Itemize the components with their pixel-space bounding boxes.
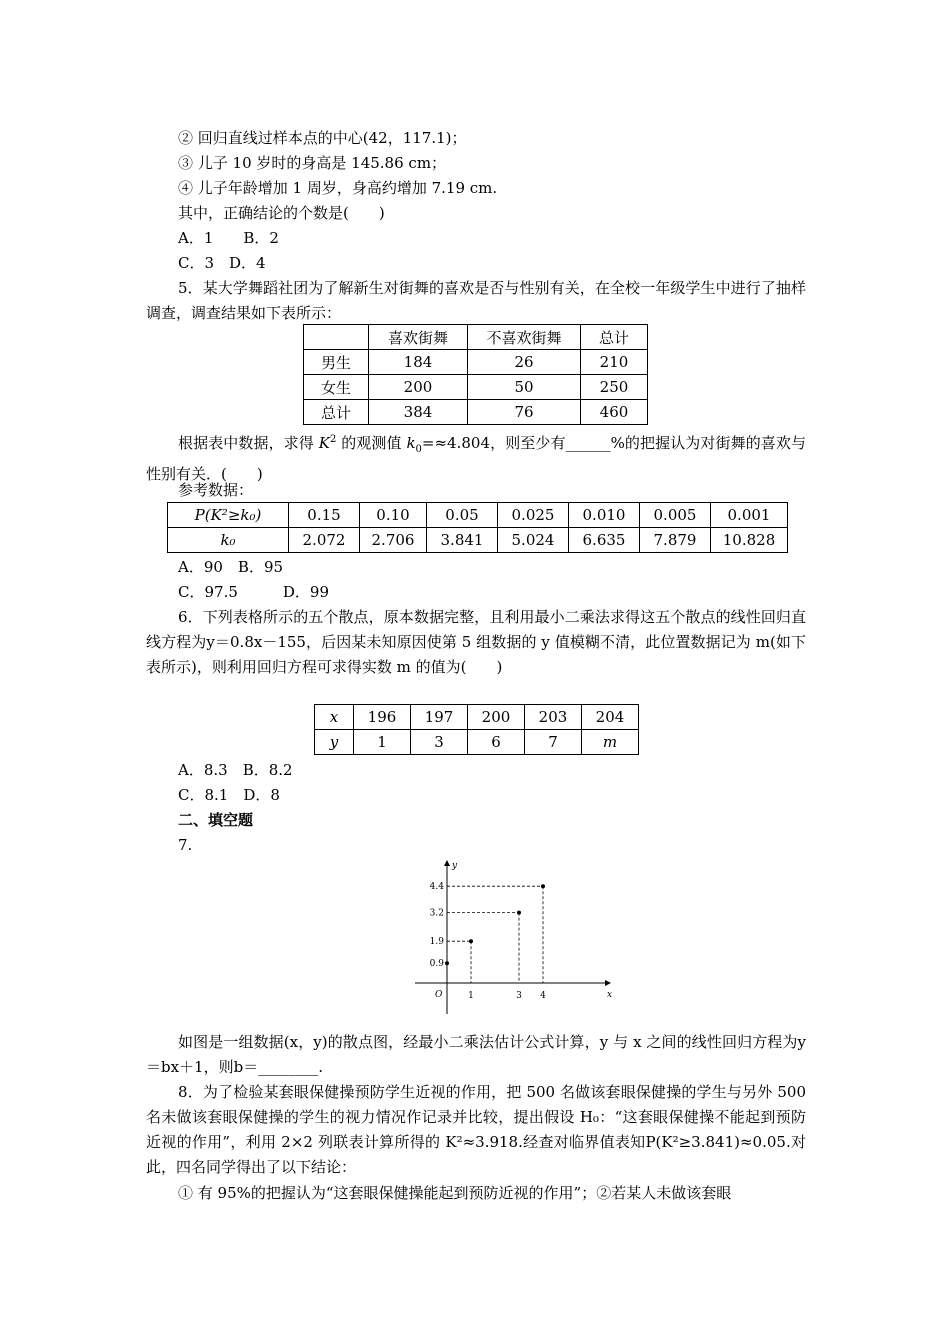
table-row [304,400,648,425]
q6-text: 6．下列表格所示的五个散点，原本数据完整，且利用最小二乘法求得这五个散点的线性回归直线方程为y＝0.8x－155，后因某未知原因使第 5 组数据的 y 值模糊不清，此位置数据记为 m(如下表所示)，则利用回归方程可求得实数 m 的值为( ) [146,608,806,676]
q8-text: 8．为了检验某套眼保健操预防学生近视的作用，把 500 名做该套眼保健操的学生与另外 500 名未做该套眼保健操的学生的视力情况作记录并比较，提出假设 H₀：“这套眼保健操不能起到预防近视的作用”，利用 2×2 列联表计算所得的 K²≈3.918.经查对临界值表知P(K²≥3.841)≈0.05.对此，四名同学得出了以下结论： [146,1083,806,1176]
table-cell: P(K²≥k₀) [168,503,289,528]
section-heading: 二、填空题 [178,811,254,829]
q5-result-text [146,427,806,487]
table-cell: 3 [411,730,468,755]
q5-options-cd: C．97.5 D．99 [178,583,329,601]
q5-result-part: =≈4.804，则至少有______%的把握认为对街舞的喜欢与性别有关．( ) [146,434,806,483]
y-axis-arrow [444,860,450,866]
x-axis-arrow [605,980,611,986]
table-cell: 女生 [304,375,369,400]
q5-result-part: 根据表中数据，求得 [178,434,319,452]
q5-critical-value-table [167,502,788,553]
q5-options-ab: A．90 B．95 [178,558,284,576]
table-cell: 6 [468,730,525,755]
table-cell: 2.706 [360,528,427,553]
table-cell: 0.10 [360,503,427,528]
table-cell: 204 [582,705,639,730]
table-cell: 384 [369,400,468,425]
table-cell: 0.010 [569,503,640,528]
table-cell: 250 [581,375,648,400]
k-symbol: K [318,434,330,452]
table-cell: 10.828 [711,528,788,553]
y-tick-label: 3.2 [429,908,444,919]
table-cell: 184 [369,350,468,375]
q7-text: 如图是一组数据(x，y)的散点图，经最小二乘法估计公式计算，y 与 x 之间的线性回归方程为y＝bx＋1，则b＝________. [146,1033,806,1076]
q8-last-line: ① 有 95%的把握认为“这套眼保健操能起到预防近视的作用”；②若某人未做该套眼 [178,1184,732,1202]
y-tick-label: 1.9 [429,937,444,948]
subscript: 0 [415,444,422,455]
x-tick-label: 1 [468,991,474,1001]
q5-result-part: 的观测值 [336,434,407,452]
y-tick-label: 0.9 [429,959,444,970]
x-axis-label: x [607,990,613,1000]
data-point [469,939,473,943]
table-cell: m [582,730,639,755]
table-cell: 200 [369,375,468,400]
data-point [541,884,545,888]
table-cell: 460 [581,400,648,425]
q4-options-cd: C．3 D．4 [178,254,266,272]
table-cell: 0.001 [711,503,788,528]
q5-text: 5．某大学舞蹈社团为了解新生对街舞的喜欢是否与性别有关，在全校一年级学生中进行了抽样调查，调查结果如下表所示： [146,279,806,322]
x-tick-label: 4 [540,991,546,1001]
table-row [168,503,788,528]
table-row [168,528,788,553]
table-cell: 203 [525,705,582,730]
q4-prompt: 其中，正确结论的个数是( ) [178,204,385,222]
q4-options-ab: A．1 B．2 [178,229,279,247]
q7-number: 7. [178,836,193,854]
q4-statement-4: ④ 儿子年龄增加 1 周岁，身高约增加 7.19 cm. [178,179,498,197]
table-cell: 200 [468,705,525,730]
y-tick-label: 4.4 [429,882,444,893]
table-cell: 210 [581,350,648,375]
table-cell: 1 [354,730,411,755]
table-cell: 不喜欢街舞 [468,325,581,350]
table-cell: 总计 [581,325,648,350]
table-row [315,705,639,730]
table-cell: k₀ [168,528,289,553]
table-cell: 6.635 [569,528,640,553]
origin-label: O [435,990,443,1000]
q5-contingency-table [303,324,648,425]
table-cell: 50 [468,375,581,400]
k0-symbol: k [406,434,416,452]
table-cell: 26 [468,350,581,375]
x-tick-label: 3 [516,991,522,1001]
table-cell: 2.072 [289,528,360,553]
data-point [517,911,521,915]
table-cell: 5.024 [498,528,569,553]
table-cell: 0.025 [498,503,569,528]
q5-reference-label: 参考数据： [178,481,254,499]
table-cell: 196 [354,705,411,730]
table-cell: 7 [525,730,582,755]
q6-data-table [314,704,639,755]
table-cell: 喜欢街舞 [369,325,468,350]
exponent: 2 [329,434,337,445]
q7-scatter-chart [405,858,613,1010]
table-row [304,375,648,400]
table-cell: 0.005 [640,503,711,528]
table-cell: 76 [468,400,581,425]
table-cell: x [315,705,354,730]
data-point [445,961,449,965]
table-cell: 7.879 [640,528,711,553]
q6-options-ab: A．8.3 B．8.2 [178,761,293,779]
table-cell: 总计 [304,400,369,425]
table-cell: 男生 [304,350,369,375]
table-cell: 0.05 [427,503,498,528]
table-header-row [304,325,648,350]
table-cell: y [315,730,354,755]
q4-statement-3: ③ 儿子 10 岁时的身高是 145.86 cm； [178,154,447,172]
q4-statement-2: ② 回归直线过样本点的中心(42，117.1)； [178,129,467,147]
table-cell [304,325,369,350]
table-cell: 0.15 [289,503,360,528]
y-axis-label: y [452,861,458,871]
q6-options-cd: C．8.1 D．8 [178,786,280,804]
table-cell: 197 [411,705,468,730]
table-row [315,730,639,755]
table-cell: 3.841 [427,528,498,553]
table-row [304,350,648,375]
